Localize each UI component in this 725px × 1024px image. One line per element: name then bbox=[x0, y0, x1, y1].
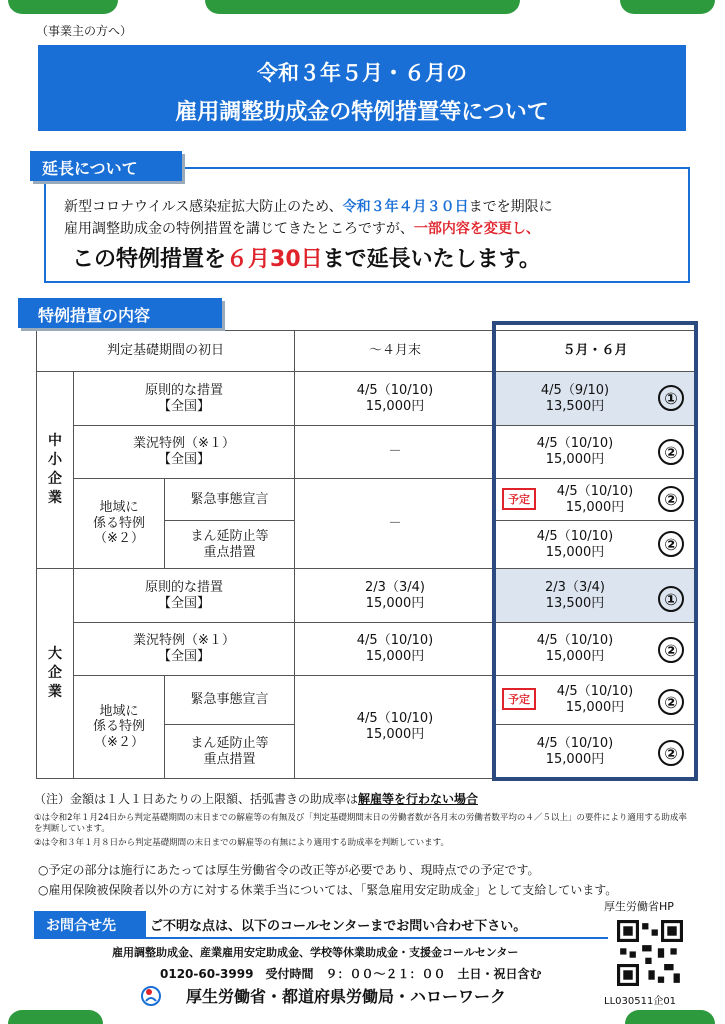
large-principle-label: 原則的な措置 【全国】 bbox=[73, 568, 295, 623]
header-may-june: ５月・６月 bbox=[495, 330, 695, 372]
sme-region-until-april: － bbox=[294, 478, 496, 569]
large-business-until-april: 4/5（10/10) 15,000円 bbox=[294, 622, 496, 676]
contact-heading: お問合せ先 bbox=[34, 911, 146, 937]
bottom-tab-left bbox=[8, 1010, 103, 1024]
sme-business-may-june: 4/5（10/10) 15,000円 bbox=[495, 425, 695, 479]
large-prevention-may-june: 4/5（10/10) 15,000円 bbox=[495, 724, 695, 779]
hp-label: 厚生労働省HP bbox=[604, 900, 674, 913]
circled-number: ② bbox=[658, 689, 684, 715]
bullet-emergency-grant: ○雇用保険被保険者以外の方に対する休業手当については、「緊急雇用安定助成金」として支給しています。 bbox=[38, 883, 618, 897]
sme-emergency-label: 緊急事態宣言 bbox=[164, 478, 295, 521]
sme-principle-may-june: 4/5（9/10) 13,500円 bbox=[495, 371, 695, 426]
circled-number: ② bbox=[658, 439, 684, 465]
extension-headline: この特例措置を６月30日まで延長いたします。 bbox=[72, 247, 541, 272]
large-emergency-label: 緊急事態宣言 bbox=[164, 675, 295, 725]
note-main: （注）金額は１人１日あたりの上限額、括弧書きの助成率は解雇等を行わない場合 bbox=[34, 792, 479, 806]
header-until-april: ～４月末 bbox=[294, 330, 496, 372]
bullet-planned: ○予定の部分は施行にあたっては厚生労働省令の改正等が必要であり、現時点での予定です。 bbox=[38, 863, 540, 877]
large-prevention-label: まん延防止等 重点措置 bbox=[164, 724, 295, 779]
document-code: LL030511企01 bbox=[604, 996, 677, 1007]
audience-label: （事業主の方へ） bbox=[36, 24, 133, 38]
large-principle-until-april: 2/3（3/4) 15,000円 bbox=[294, 568, 496, 623]
measures-heading: 特例措置の内容 bbox=[18, 298, 222, 328]
call-center-phone: 0120-60-3999 受付時間 ９：００～２１：００ 土日・祝日含む bbox=[160, 967, 542, 981]
large-business-may-june: 4/5（10/10) 15,000円 bbox=[495, 622, 695, 676]
qr-code-icon[interactable] bbox=[617, 920, 683, 986]
top-tab-left bbox=[8, 0, 118, 14]
title-line-1: 令和３年５月・６月の bbox=[257, 61, 467, 85]
ministry-name: 厚生労働省・都道府県労働局・ハローワーク bbox=[186, 987, 507, 1006]
sme-label: 中 小 企 業 bbox=[36, 371, 74, 569]
circled-number: ② bbox=[658, 486, 684, 512]
top-tab-right bbox=[620, 0, 715, 14]
sme-prevention-label: まん延防止等 重点措置 bbox=[164, 520, 295, 569]
circled-number: ② bbox=[658, 740, 684, 766]
title-line-2: 雇用調整助成金の特例措置等について bbox=[175, 100, 549, 125]
title-banner bbox=[38, 45, 686, 131]
sme-emergency-may-june: 4/5（10/10) 15,000円 bbox=[495, 478, 695, 521]
sme-region-label: 地域に 係る特例 （※２） bbox=[73, 478, 165, 569]
large-region-until-april: 4/5（10/10) 15,000円 bbox=[294, 675, 496, 779]
note-1: ①は令和2年１月24日から判定基礎期間の末日までの解雇等の有無及び「判定基礎期間末日の労働者数が各月末の労働者数平均の４／５以上」の要件により適用する助成率を判断しています。 bbox=[34, 813, 687, 835]
extension-line-1: 新型コロナウイルス感染症拡大防止のため、令和３年４月３０日までを期限に bbox=[64, 199, 553, 215]
note-2: ②は令和３年１月８日から判定基礎期間の末日までの解雇等の有無により適用する助成率を判断しています。 bbox=[34, 838, 449, 848]
circled-number: ② bbox=[658, 637, 684, 663]
circled-number: ① bbox=[658, 385, 684, 411]
sme-prevention-may-june: 4/5（10/10) 15,000円 bbox=[495, 520, 695, 569]
sme-business-label: 業況特例（※１） 【全国】 bbox=[73, 425, 295, 479]
large-emergency-may-june: 4/5（10/10) 15,000円 bbox=[495, 675, 695, 725]
top-tab-center bbox=[205, 0, 520, 14]
sme-principle-label: 原則的な措置 【全国】 bbox=[73, 371, 295, 426]
sme-principle-until-april: 4/5（10/10) 15,000円 bbox=[294, 371, 496, 426]
large-business-label: 業況特例（※１） 【全国】 bbox=[73, 622, 295, 676]
circled-number: ① bbox=[658, 586, 684, 612]
large-region-label: 地域に 係る特例 （※２） bbox=[73, 675, 165, 779]
circled-number: ② bbox=[658, 531, 684, 557]
call-center-name: 雇用調整助成金、産業雇用安定助成金、学校等休業助成金・支援金コールセンター bbox=[112, 946, 519, 959]
header-base-period: 判定基礎期間の初日 bbox=[36, 330, 295, 372]
contact-text: ご不明な点は、以下のコールセンターまでお問い合わせ下さい。 bbox=[150, 919, 527, 934]
extension-heading: 延長について bbox=[30, 151, 182, 181]
planned-badge: 予定 bbox=[502, 688, 536, 710]
sme-business-until-april: － bbox=[294, 425, 496, 479]
large-principle-may-june: 2/3（3/4) 13,500円 bbox=[495, 568, 695, 623]
bottom-tab-right bbox=[625, 1010, 715, 1024]
ministry-logo-icon bbox=[140, 985, 162, 1007]
large-label: 大 企 業 bbox=[36, 568, 74, 779]
planned-badge: 予定 bbox=[502, 488, 536, 510]
extension-line-2: 雇用調整助成金の特例措置を講じてきたところですが、一部内容を変更し、 bbox=[64, 221, 540, 237]
